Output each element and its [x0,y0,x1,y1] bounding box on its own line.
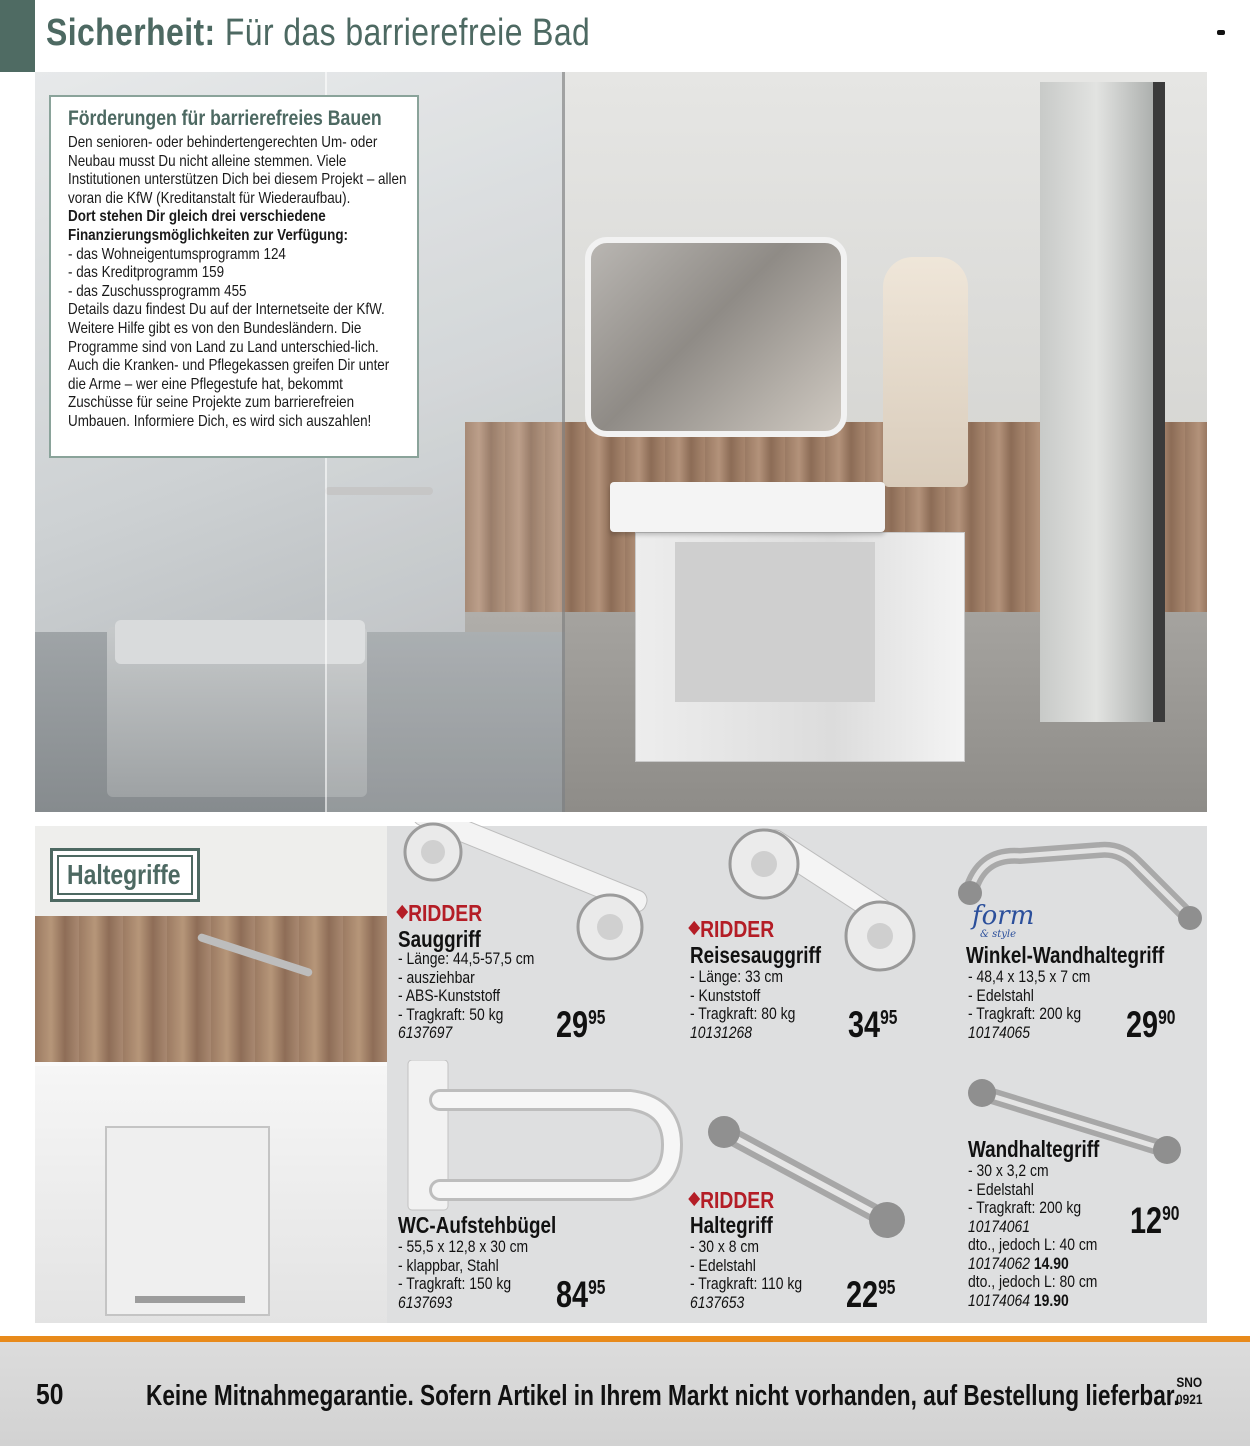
variant-article-number: 10174064 [968,1290,1031,1310]
spec-line: - 30 x 3,2 cm [968,1161,1049,1180]
price-cents: 90 [1162,1203,1180,1225]
article-number: 6137697 [398,1023,453,1042]
article-number: 6137693 [398,1292,453,1312]
spec-line: - Tragkraft: 50 kg [398,1004,504,1024]
washbasin [610,482,885,532]
spec-line: - ausziehbar [398,967,475,987]
form-logo-text: form [972,901,1035,931]
footer-availability-note: Keine Mitnahmegarantie. Sofern Artikel in Ihrem Markt nicht vorhanden, auf Bestellung lieferbar. [146,1380,1180,1412]
corner-mark [1217,30,1225,35]
product-name: Sauggriff [398,926,481,952]
section-tag-haltegriffe [50,848,200,902]
price [846,1276,895,1313]
variant-label: dto., jedoch L: 80 cm [968,1272,1098,1291]
section-tag-label: Haltegriffe [67,859,181,890]
page-number: 50 [36,1379,64,1411]
price-cents: 95 [588,1007,606,1029]
article-number: 10174065 [968,1022,1031,1042]
spec-line: - Länge: 33 cm [690,967,783,986]
spec-line: - 48,4 x 13,5 x 7 cm [968,967,1091,986]
ridder-logo [690,1187,774,1214]
info-paragraph-2: Dort stehen Dir gleich drei verschiedene Finanzierungsmöglichkeiten zur Verfügung: [68,208,349,244]
spec-line: - klappbar, Stahl [398,1255,499,1275]
variant-price: 19.90 [1033,1290,1069,1310]
tub-drain [135,1296,245,1303]
product-specs [398,1238,528,1312]
variant-label: dto., jedoch L: 40 cm [968,1235,1098,1254]
price-euros: 34 [848,1004,881,1045]
vanity-shelves [675,542,875,702]
spec-line: - Tragkraft: 200 kg [968,1198,1082,1217]
spec-line: - Kunststoff [690,985,761,1005]
spec-line: - 30 x 8 cm [690,1237,759,1256]
info-list-item: - das Zuschussprogramm 455 [68,282,247,300]
spec-line: - Tragkraft: 150 kg [398,1274,512,1293]
product-specs [690,1238,802,1312]
info-list-item: - das Kreditprogramm 159 [68,264,225,282]
wc-support-rail-image [400,1060,690,1220]
spec-line: - Tragkraft: 80 kg [690,1004,796,1023]
price-euros: 29 [1126,1004,1159,1045]
form-logo-subtext: & style [980,929,1016,940]
article-number: 6137653 [690,1292,745,1312]
spec-line: - Tragkraft: 200 kg [968,1004,1082,1023]
price [556,1006,605,1043]
edition-code-line: 0921 [1176,1391,1203,1407]
info-list-item: - das Wohneigentumsprogramm 124 [68,245,286,263]
ridder-logo-text: RIDDER [408,900,483,926]
price-euros: 12 [1130,1200,1163,1241]
edition-code-line: SNO [1176,1374,1203,1390]
price [1126,1006,1175,1043]
variant-article-price [968,1255,1097,1274]
price [848,1006,897,1043]
price-cents: 95 [878,1277,896,1299]
spec-line: - Länge: 44,5-57,5 cm [398,949,535,968]
product-specs [398,950,534,1043]
variant-article-number: 10174062 [968,1253,1031,1273]
price-cents: 95 [880,1007,898,1029]
ridder-logo-text: RIDDER [700,916,775,942]
product-name: Wandhaltegriff [968,1136,1100,1162]
header-accent-bar [0,0,35,72]
product-specs [968,1162,1097,1310]
product-name: Haltegriff [690,1212,773,1238]
tub-door [105,1126,270,1316]
article-number: 10174061 [968,1216,1031,1236]
mirror [585,237,847,437]
spec-line: - Edelstahl [968,985,1034,1005]
page-title-bold: Sicherheit: [46,12,216,54]
product-name: WC-Aufstehbügel [398,1212,557,1238]
price-euros: 29 [556,1004,589,1045]
variant-price: 14.90 [1033,1253,1069,1273]
price-cents: 95 [588,1277,606,1299]
spec-line: - ABS-Kunststoff [398,986,501,1005]
article-number: 10131268 [690,1022,753,1042]
price-euros: 22 [846,1274,879,1315]
product-name: Winkel-Wandhaltegriff [966,942,1165,968]
price-cents: 90 [1158,1007,1176,1029]
info-paragraph-3: Details dazu findest Du auf der Internetseite der KfW. Weitere Hilfe gibt es von den Bundesländern. Die Programme sind von Land zu Land unterschied-lich. Auch die Kranken- und Pflegekassen greifen Dir unter die Arme – wer eine Pflegestufe hat, bekommt Zuschüsse für seine Projekte zum barrierefreien Umbauen. Informiere Dich, es wird sich auszahlen! [68,301,390,430]
info-heading: Förderungen für barrierefreies Bauen [68,107,382,130]
page-title-rest: Für das barrierefreie Bad [215,12,591,54]
tall-mirror-cabinet [1040,82,1165,722]
spec-line: - 55,5 x 12,8 x 30 cm [398,1237,529,1256]
funding-info-box [49,95,419,458]
info-paragraph-1: Den senioren- oder behindertengerechten Um- oder Neubau musst Du nicht alleine stemmen. Viele Institutionen unterstützen Dich bei diesem Projekt – allen voran die KfW (Kreditanstalt für Wiederaufbau). [68,134,407,207]
product-specs [968,968,1090,1042]
price [556,1276,605,1313]
ridder-logo [690,916,774,943]
ridder-logo-text: RIDDER [700,1187,775,1213]
variant-article-price [968,1292,1097,1311]
price [1130,1202,1179,1239]
spec-line: - Edelstahl [690,1255,756,1275]
form-and-style-logo [972,903,1034,940]
price-euros: 84 [556,1274,589,1315]
product-name: Reisesauggriff [690,942,822,968]
product-specs [690,968,795,1042]
page-title [46,12,590,55]
bathrobe [883,257,968,487]
edition-code [1176,1374,1202,1408]
spec-line: - Edelstahl [968,1179,1034,1199]
ridder-logo [398,900,482,927]
spec-line: - Tragkraft: 110 kg [690,1274,803,1293]
